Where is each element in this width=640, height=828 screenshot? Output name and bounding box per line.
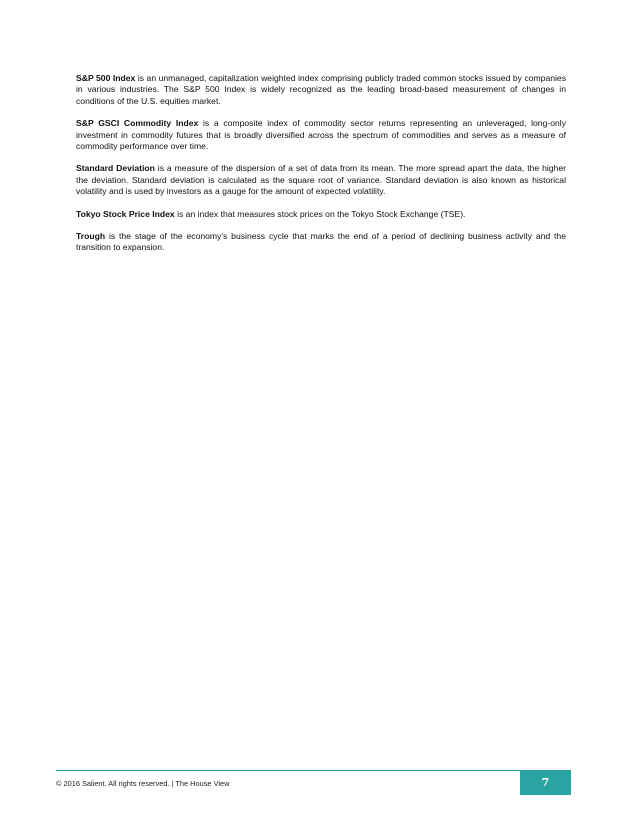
glossary-entry-sp-gsci <box>76 118 566 152</box>
glossary-term: S&P GSCI Commodity Index <box>76 118 199 129</box>
glossary-term: Tokyo Stock Price Index <box>76 208 175 219</box>
glossary-section <box>76 73 566 265</box>
footer-copyright: © 2016 Salient. All rights reserved. | The House View <box>56 779 230 788</box>
glossary-entry-trough <box>76 231 566 254</box>
page-number: 7 <box>520 771 571 795</box>
glossary-definition: is an index that measures stock prices on the Tokyo Stock Exchange (TSE). <box>174 208 466 219</box>
glossary-term: Trough <box>76 231 106 242</box>
glossary-term: Standard Deviation <box>76 163 155 174</box>
glossary-definition: is a measure of the dispersion of a set of data from its mean. The more spread apart the data, the higher the deviation. Standard deviation is calculated as the square root of variance. Standard deviation is also known as historical volatility and is used by investors as a gauge for the amount of expected volatility. <box>76 163 566 197</box>
glossary-entry-standard-deviation <box>76 163 566 197</box>
glossary-definition: is a composite index of commodity sector returns representing an unleveraged, long-only investment in commodity futures that is broadly diversified across the spectrum of commodities and serves as a measure of commodity performance over time. <box>76 118 566 152</box>
glossary-definition: is an unmanaged, capitalization weighted index comprising publicly traded common stocks issued by companies in various industries. The S&P 500 Index is widely recognized as the leading broad-based measurement of changes in conditions of the U.S. equities market. <box>76 73 566 106</box>
glossary-term: S&P 500 Index <box>76 73 136 83</box>
footer-divider <box>56 770 571 771</box>
glossary-entry-topix <box>76 209 566 220</box>
glossary-definition: is the stage of the economy's business cycle that marks the end of a period of declining business activity and the transition to expansion. <box>76 231 566 253</box>
glossary-entry-sp500 <box>76 73 566 107</box>
